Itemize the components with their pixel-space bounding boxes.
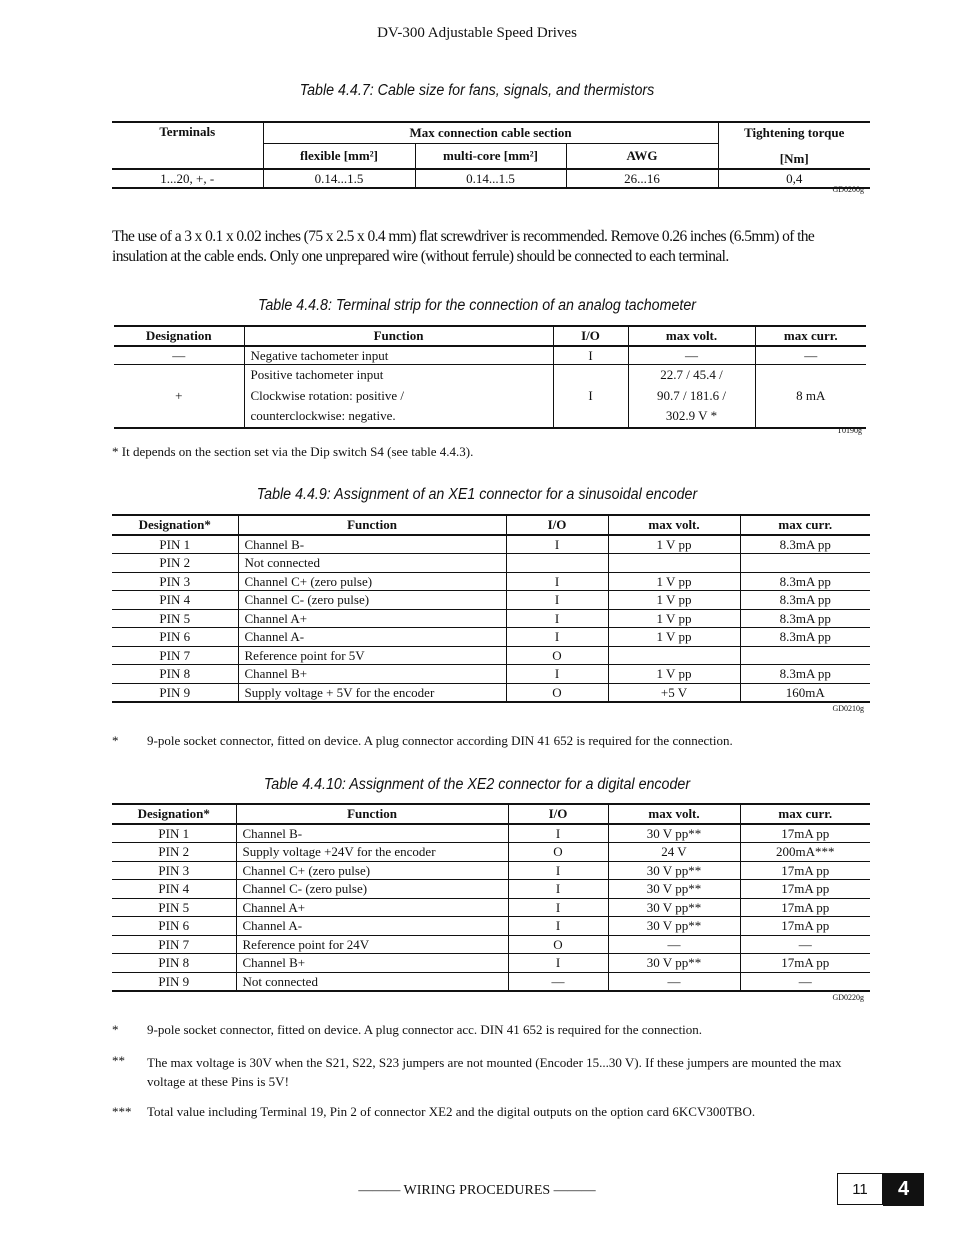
cell-function: Reference point for 24V <box>236 935 508 954</box>
cell-max-volt: 30 V pp** <box>608 880 740 899</box>
cell-max-curr: 8.3mA pp <box>740 591 870 610</box>
cell-function: Channel C+ (zero pulse) <box>238 572 506 591</box>
table-row <box>112 683 870 702</box>
th-flexible: flexible [mm²] <box>263 143 415 169</box>
th-awg: AWG <box>566 143 718 169</box>
cell-designation: PIN 8 <box>159 666 191 681</box>
th-max-curr: max curr. <box>755 326 866 346</box>
note-mark: *** <box>112 1104 132 1119</box>
cell-max-volt <box>608 646 740 665</box>
table-row <box>112 535 870 554</box>
cell-function: Channel B- <box>236 824 508 843</box>
cell-designation: PIN 2 <box>159 555 191 570</box>
cell-awg: 26...16 <box>566 169 718 189</box>
th-io: I/O <box>553 326 628 346</box>
th-function: Function <box>238 515 506 535</box>
cell-max-volt <box>628 365 755 428</box>
cell-designation: PIN 2 <box>158 844 190 859</box>
cell-designation: PIN 7 <box>158 936 190 952</box>
th-max-connection: Max connection cable section <box>263 122 718 143</box>
cell-io: I <box>508 954 608 973</box>
table-4-4-7-caption: Table 4.4.7: Cable size for fans, signals, and thermistors <box>299 82 655 99</box>
page-header: DV-300 Adjustable Speed Drives <box>377 25 577 41</box>
cell-max-volt: 24 V <box>608 843 740 862</box>
th-io: I/O <box>506 515 608 535</box>
cell-max-curr: 200mA*** <box>740 843 870 862</box>
th-max-volt: max volt. <box>628 326 755 346</box>
cell-function: Negative tachometer input <box>244 346 553 365</box>
th-designation: Designation* <box>138 517 211 532</box>
table-row <box>112 935 870 954</box>
cell-function: Channel B+ <box>238 665 506 684</box>
table-row <box>112 591 870 610</box>
table-row <box>112 665 870 684</box>
cell-max-curr: 8 mA <box>755 365 866 428</box>
note-mark: * <box>112 1022 119 1037</box>
cell-designation: PIN 1 <box>158 825 190 841</box>
cell-max-volt: +5 V <box>608 683 740 702</box>
cell-max-curr: 8.3mA pp <box>740 628 870 647</box>
table-footnote: The max voltage is 30V when the S21, S22, S23 jumpers are not mounted (Encoder 15...30 V). If these jumpers are mounted the max voltage at these Pins is 5V! <box>147 1055 842 1089</box>
cell-max-volt: 1 V pp <box>608 609 740 628</box>
cell-function: Channel C+ (zero pulse) <box>236 861 508 880</box>
chapter-tab: 4 <box>883 1173 924 1206</box>
section-footer: ——— WIRING PROCEDURES ——— <box>358 1183 596 1198</box>
table-row <box>112 917 870 936</box>
cell-designation: PIN 3 <box>158 862 190 878</box>
table-4-4-10 <box>112 803 870 992</box>
table-4-4-9 <box>112 514 870 703</box>
cell-io: I <box>508 824 608 843</box>
cell-io: I <box>553 346 628 365</box>
cell-max-volt: 1 V pp <box>608 665 740 684</box>
cell-io: I <box>508 880 608 899</box>
cell-io: I <box>506 591 608 610</box>
cell-max-volt: — <box>608 972 740 991</box>
cell-function: Channel B+ <box>236 954 508 973</box>
cell-max-curr: 17mA pp <box>740 880 870 899</box>
table-footnote: 9-pole socket connector, fitted on device. A plug connector acc. DIN 41 652 is required for the connection. <box>147 1022 703 1037</box>
cell-io: O <box>506 646 608 665</box>
table-row <box>112 554 870 573</box>
cell-max-curr: 17mA pp <box>740 954 870 973</box>
cell-io: I <box>506 628 608 647</box>
cell-designation: PIN 4 <box>159 592 191 607</box>
cell-multicore: 0.14...1.5 <box>415 169 566 189</box>
cell-terminals: 1...20, +, - <box>112 169 263 189</box>
th-max-volt: max volt. <box>608 515 740 535</box>
cell-designation: PIN 4 <box>158 881 190 896</box>
function-line: Positive tachometer input <box>250 367 384 382</box>
table-row <box>112 824 870 843</box>
cell-max-curr: — <box>740 972 870 991</box>
th-terminals: Terminals <box>159 124 216 139</box>
table-code: GD0220g <box>832 993 864 1002</box>
cell-io: I <box>508 898 608 917</box>
cell-io: I <box>506 572 608 591</box>
cell-max-curr <box>740 554 870 573</box>
table-4-4-9-caption: Table 4.4.9: Assignment of an XE1 connector for a sinusoidal encoder <box>256 486 698 503</box>
cell-function <box>244 365 553 428</box>
cell-function: Supply voltage + 5V for the encoder <box>238 683 506 702</box>
cell-max-volt <box>608 554 740 573</box>
volt-line: 22.7 / 45.4 / <box>660 367 723 382</box>
cell-io: O <box>506 683 608 702</box>
th-max-volt: max volt. <box>608 804 740 824</box>
cell-io: I <box>553 365 628 428</box>
cell-max-curr: — <box>755 346 866 365</box>
cell-max-curr: 17mA pp <box>740 917 870 936</box>
volt-line: 302.9 V * <box>665 408 718 423</box>
cell-max-curr <box>740 646 870 665</box>
th-designation: Designation <box>145 328 212 343</box>
cell-function: Supply voltage +24V for the encoder <box>236 843 508 862</box>
cell-max-volt: 30 V pp** <box>608 954 740 973</box>
cell-function: Not connected <box>236 972 508 991</box>
table-row <box>112 646 870 665</box>
cell-designation: PIN 8 <box>158 955 190 970</box>
cell-max-volt: 1 V pp <box>608 572 740 591</box>
cell-max-curr: 17mA pp <box>740 898 870 917</box>
cell-max-volt: 30 V pp** <box>608 917 740 936</box>
cell-max-volt: 1 V pp <box>608 535 740 554</box>
cell-designation: PIN 3 <box>159 573 191 589</box>
cell-function: Channel C- (zero pulse) <box>236 880 508 899</box>
cell-torque: 0,4 <box>718 169 870 189</box>
cell-designation: — <box>172 347 186 363</box>
cell-max-volt: 30 V pp** <box>608 898 740 917</box>
th-max-curr: max curr. <box>740 804 870 824</box>
cell-function: Channel B- <box>238 535 506 554</box>
table-footnote: * It depends on the section set via the Dip switch S4 (see table 4.4.3). <box>112 444 474 459</box>
cell-function: Channel A+ <box>236 898 508 917</box>
table-code: GD0210g <box>832 704 864 713</box>
cell-function: Not connected <box>238 554 506 573</box>
table-row <box>112 609 870 628</box>
cell-max-volt: 30 V pp** <box>608 861 740 880</box>
table-4-4-8-caption: Table 4.4.8: Terminal strip for the connection of an analog tachometer <box>257 297 697 314</box>
cell-max-curr: 17mA pp <box>740 861 870 880</box>
table-row <box>112 628 870 647</box>
th-torque: Tightening torque <box>718 122 870 143</box>
cell-max-curr: 8.3mA pp <box>740 535 870 554</box>
cell-io: — <box>508 972 608 991</box>
table-row <box>112 954 870 973</box>
th-torque-unit: [Nm] <box>718 143 870 169</box>
note-mark: * <box>112 733 119 748</box>
cell-function: Channel A+ <box>238 609 506 628</box>
note-mark: ** <box>112 1053 125 1068</box>
table-footnote: 9-pole socket connector, fitted on device. A plug connector according DIN 41 652 is required for the connection. <box>147 733 733 748</box>
cell-max-volt: 1 V pp <box>608 591 740 610</box>
cell-max-curr: 17mA pp <box>740 824 870 843</box>
table-4-4-10-caption: Table 4.4.10: Assignment of the XE2 connector for a digital encoder <box>263 776 691 793</box>
cell-function: Channel A- <box>236 917 508 936</box>
cell-designation: + <box>175 388 183 403</box>
table-row <box>112 972 870 991</box>
cell-io: I <box>506 665 608 684</box>
cell-designation: PIN 1 <box>159 536 191 552</box>
function-line: counterclockwise: negative. <box>250 408 396 423</box>
cell-flexible: 0.14...1.5 <box>263 169 415 189</box>
cell-max-volt: — <box>628 346 755 365</box>
function-line: Clockwise rotation: positive / <box>250 387 404 403</box>
page-number: 11 <box>837 1173 883 1205</box>
cell-designation: PIN 6 <box>158 918 190 933</box>
cell-designation: PIN 6 <box>159 629 191 644</box>
cell-io: I <box>506 535 608 554</box>
cell-io: I <box>506 609 608 628</box>
cell-function: Channel C- (zero pulse) <box>238 591 506 610</box>
cell-max-curr: 8.3mA pp <box>740 665 870 684</box>
cell-function: Channel A- <box>238 628 506 647</box>
table-code: GD0200g <box>832 185 864 194</box>
cell-max-curr: 160mA <box>740 683 870 702</box>
table-row <box>112 572 870 591</box>
cell-max-curr: 8.3mA pp <box>740 609 870 628</box>
cell-io: O <box>508 935 608 954</box>
table-row <box>112 843 870 862</box>
cell-max-volt: — <box>608 935 740 954</box>
cell-designation: PIN 5 <box>159 610 191 626</box>
table-row <box>112 861 870 880</box>
th-designation: Designation* <box>137 806 210 821</box>
cell-io <box>506 554 608 573</box>
table-4-4-8 <box>114 325 866 429</box>
table-code: T0190g <box>837 426 862 435</box>
body-paragraph: The use of a 3 x 0.1 x 0.02 inches (75 x 2.5 x 0.4 mm) flat screwdriver is recommended. Remove 0.26 inches (6.5mm) of the insulation at the cable ends. Only one unprepared wire (without ferrule) should be connected to each terminal. <box>112 228 815 265</box>
table-footnote: Total value including Terminal 19, Pin 2 of connector XE2 and the digital outputs on the option card 6KCV300TBO. <box>147 1104 756 1119</box>
cell-designation: PIN 7 <box>159 647 191 663</box>
cell-max-curr: — <box>740 935 870 954</box>
th-function: Function <box>244 326 553 346</box>
cell-designation: PIN 5 <box>158 899 190 915</box>
volt-line: 90.7 / 181.6 / <box>657 387 726 403</box>
cell-designation: PIN 9 <box>159 684 191 700</box>
cell-designation: PIN 9 <box>158 973 190 989</box>
cell-function: Reference point for 5V <box>238 646 506 665</box>
table-row <box>112 880 870 899</box>
cell-io: I <box>508 861 608 880</box>
cell-max-curr: 8.3mA pp <box>740 572 870 591</box>
th-io: I/O <box>508 804 608 824</box>
th-multicore: multi-core [mm²] <box>415 143 566 169</box>
th-max-curr: max curr. <box>740 515 870 535</box>
cell-io: O <box>508 843 608 862</box>
cell-max-volt: 30 V pp** <box>608 824 740 843</box>
table-row <box>112 898 870 917</box>
cell-max-volt: 1 V pp <box>608 628 740 647</box>
th-function: Function <box>236 804 508 824</box>
cell-io: I <box>508 917 608 936</box>
table-4-4-7 <box>112 121 870 189</box>
